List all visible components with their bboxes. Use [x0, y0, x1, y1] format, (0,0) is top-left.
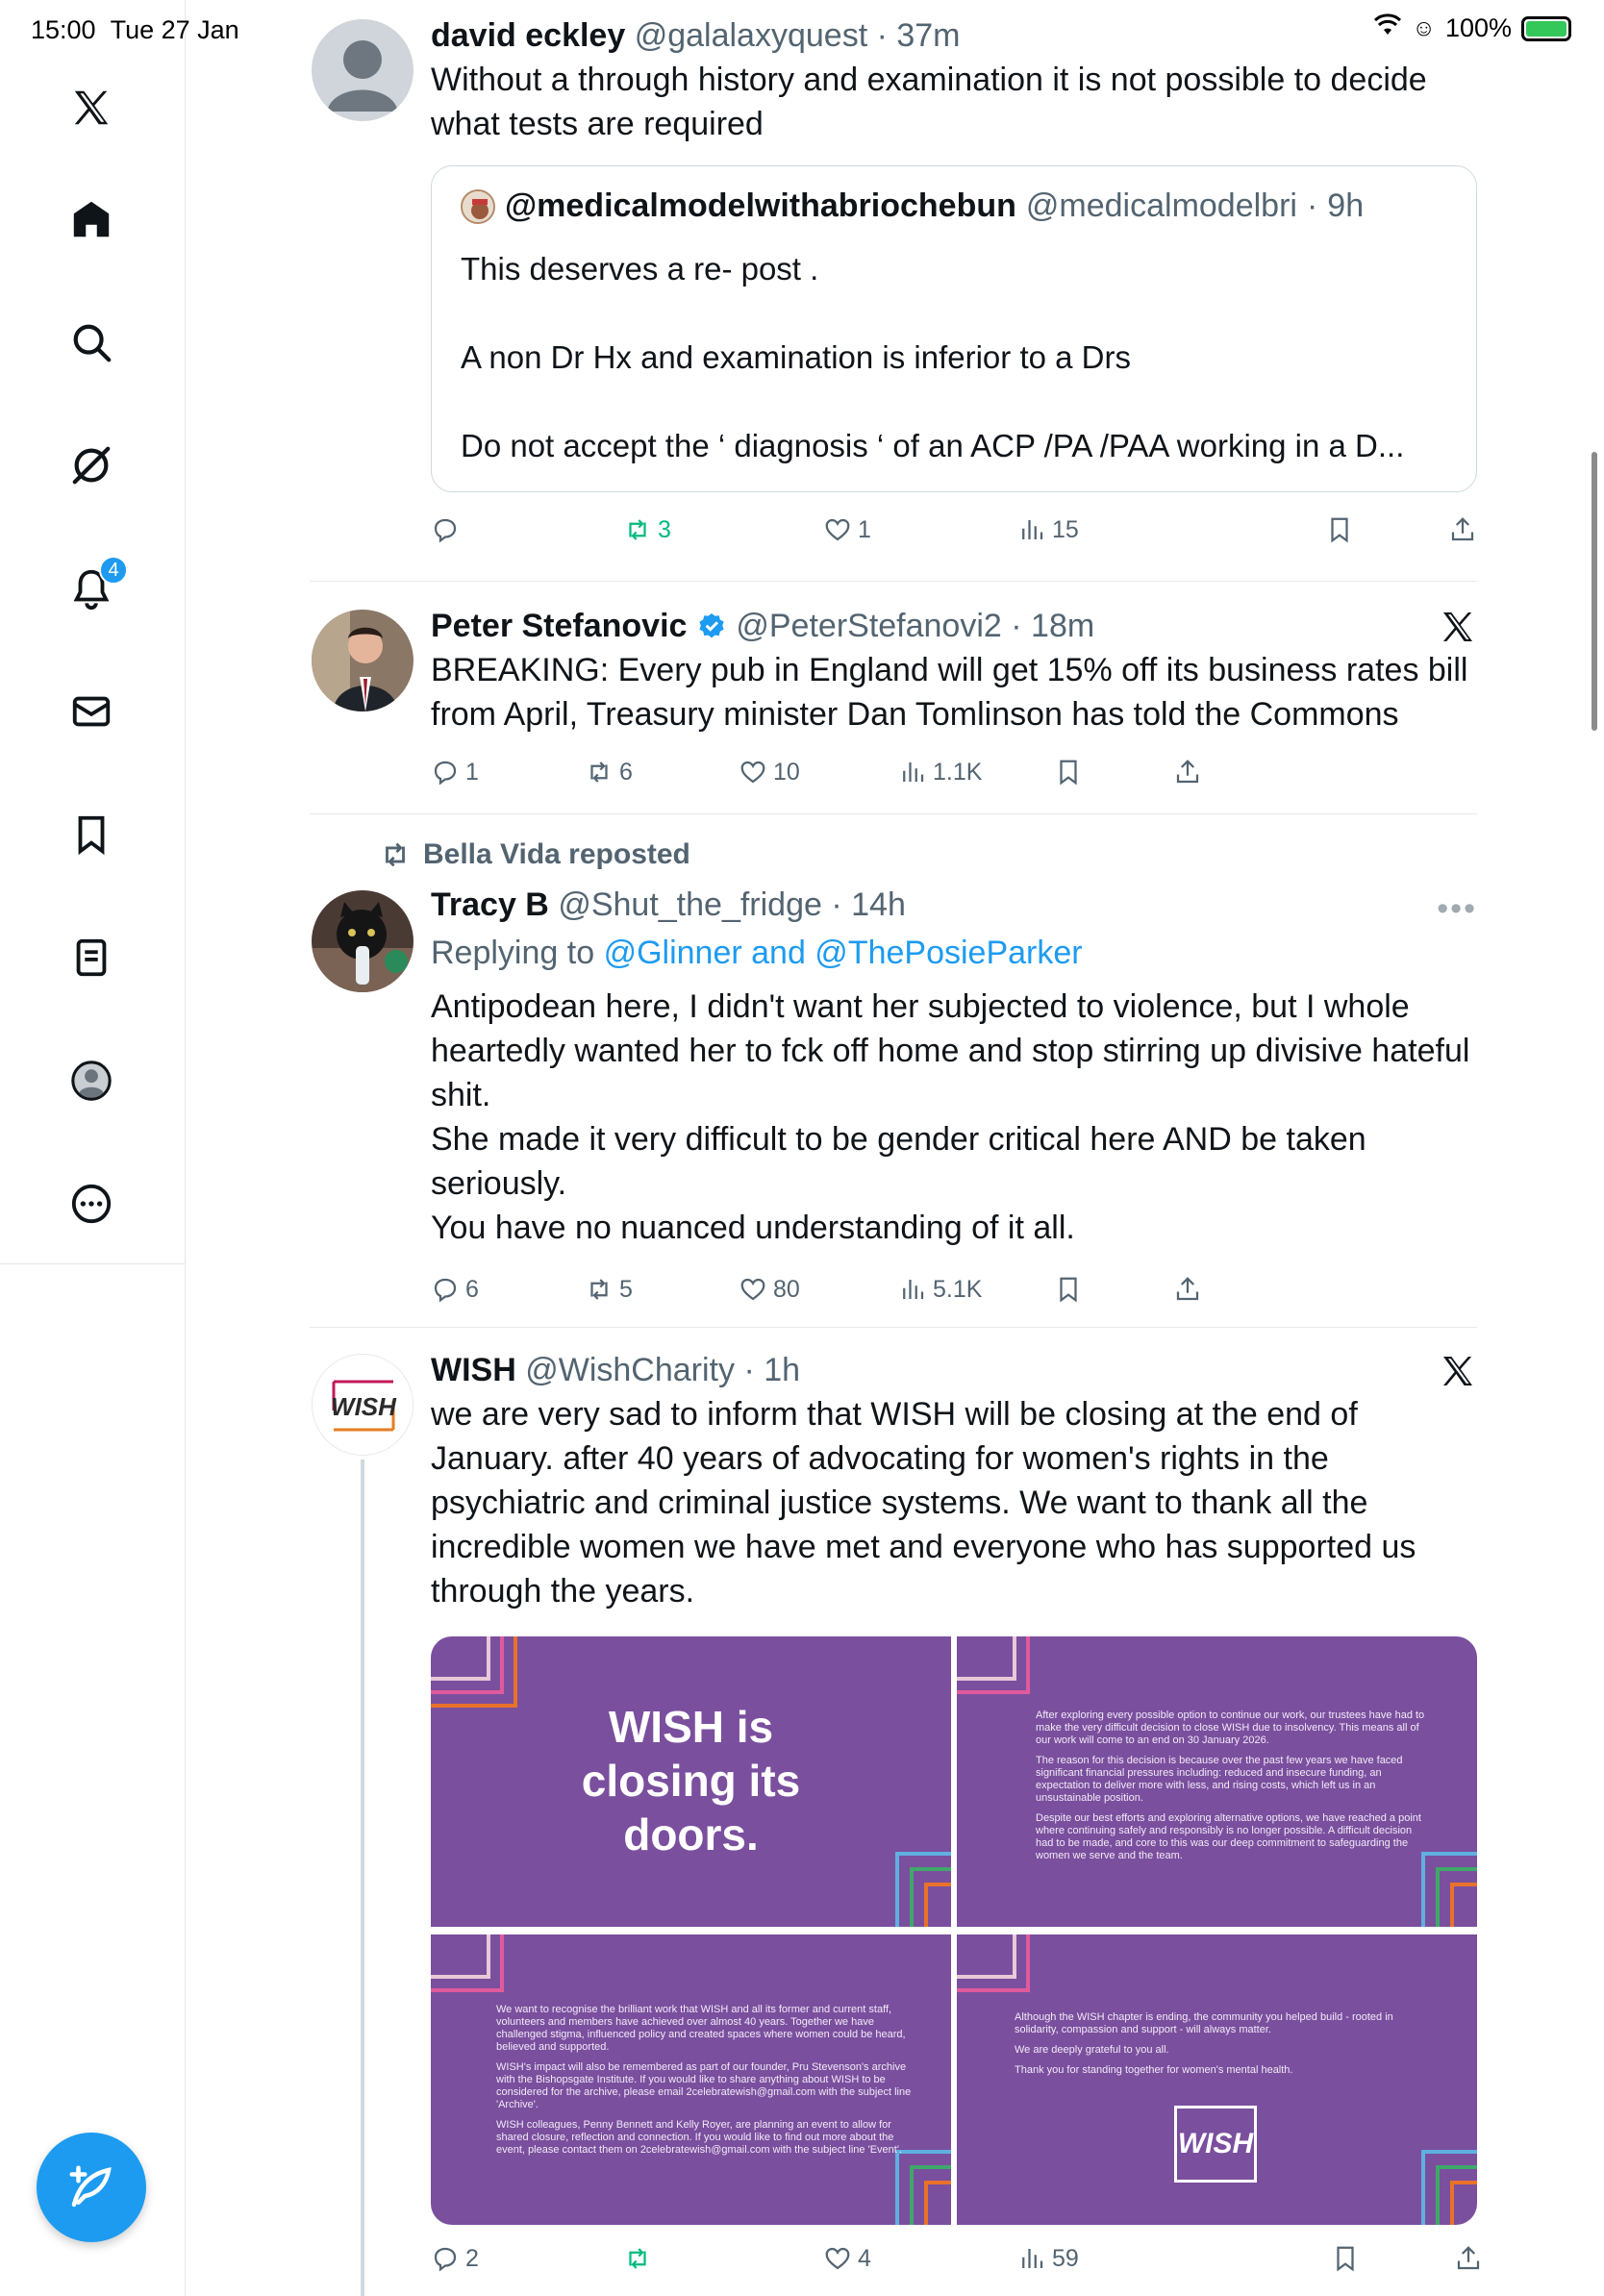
status-right — [1373, 13, 1571, 43]
tweet-actions — [431, 758, 1200, 796]
repost-button[interactable]: 3 — [623, 515, 671, 544]
reply-button[interactable]: 2 — [431, 2244, 479, 2273]
share-button[interactable] — [1454, 2244, 1483, 2273]
bookmark-icon — [1331, 2244, 1360, 2273]
heart-icon — [823, 2244, 852, 2273]
views-icon — [1017, 515, 1046, 544]
share-icon — [1173, 1275, 1202, 1304]
verified-badge-icon — [696, 611, 727, 642]
profile-icon[interactable] — [63, 1052, 120, 1110]
quote-author-handle: @medicalmodelbri — [1025, 187, 1297, 224]
heart-icon — [739, 1275, 767, 1304]
share-icon — [1173, 758, 1202, 786]
views-button[interactable]: 59 — [1017, 2244, 1079, 2273]
reply-button[interactable]: 1 — [431, 758, 479, 786]
tweet-header: david eckley @galalaxyquest · 37m — [431, 17, 961, 54]
lists-icon[interactable] — [63, 929, 120, 986]
share-icon — [1448, 515, 1477, 544]
author-handle[interactable]: @Shut_the_fridge — [558, 886, 822, 923]
battery-icon — [1521, 16, 1571, 41]
tweet[interactable] — [310, 838, 1477, 1325]
grok-icon[interactable] — [63, 437, 120, 494]
sidebar — [0, 0, 186, 1264]
tweet-time: 18m — [1031, 608, 1095, 644]
views-icon — [1017, 2244, 1046, 2273]
divider — [310, 813, 1477, 814]
reply-icon — [431, 1275, 460, 1304]
status-time: 15:00 Tue 27 Jan — [31, 15, 239, 44]
share-icon — [1454, 2244, 1483, 2273]
author-handle[interactable]: @WishCharity — [525, 1352, 735, 1388]
views-icon — [898, 1275, 927, 1304]
image-tile-1[interactable] — [431, 1636, 951, 1927]
status-bar — [0, 0, 1604, 58]
heart-icon — [739, 758, 767, 786]
tweet-time: 37m — [896, 17, 961, 54]
author-name[interactable]: Peter Stefanovic — [431, 608, 688, 644]
reposted-by-text[interactable]: Bella Vida reposted — [423, 838, 690, 870]
notification-badge: 4 — [99, 556, 128, 585]
bookmarks-icon[interactable] — [63, 806, 120, 863]
tweet-text: Antipodean here, I didn't want her subjected to violence, but I whole heartedly wanted her to fck off home and stop stirring up divisive hateful shit. She made it very difficult to be gender critical here AND be taken seriously. You have no nuanced understanding of it all. — [431, 988, 1470, 1246]
share-button[interactable] — [1448, 515, 1477, 544]
quote-author-name: @medicalmodelwithabriochebun — [505, 187, 1016, 224]
bookmark-icon — [1325, 515, 1354, 544]
thread-line — [361, 1460, 364, 2296]
tweet[interactable] — [310, 606, 1477, 811]
views-icon — [898, 758, 927, 786]
more-options-icon[interactable]: ••• — [1437, 890, 1477, 927]
quote-time: 9h — [1327, 187, 1365, 224]
replying-to-link[interactable]: @Glinner and @ThePosieParker — [603, 935, 1083, 971]
repost-icon — [585, 758, 614, 786]
search-icon[interactable] — [63, 313, 120, 371]
wish-logo: WISH — [1174, 2106, 1257, 2183]
avatar[interactable] — [312, 890, 414, 992]
tweet-time: 1h — [764, 1352, 801, 1388]
divider — [310, 581, 1477, 582]
image-grid[interactable] — [431, 1636, 1477, 2225]
share-button[interactable] — [1173, 1275, 1202, 1304]
reply-icon — [431, 2244, 460, 2273]
compose-icon — [65, 2161, 117, 2213]
bookmark-button[interactable] — [1054, 758, 1083, 786]
avatar[interactable] — [312, 1354, 414, 1456]
repost-button[interactable]: 6 — [585, 758, 633, 786]
tweet-time: 14h — [851, 886, 906, 923]
scrollbar[interactable] — [1591, 452, 1597, 731]
compose-button[interactable] — [37, 2133, 146, 2242]
like-button[interactable]: 1 — [823, 515, 871, 544]
quote-header: @medicalmodelwithabriochebun @medicalmodelbri · 9h — [461, 187, 1364, 225]
quoted-tweet[interactable] — [431, 165, 1477, 492]
tweet-header: Peter Stefanovic @PeterStefanovi2 · 18m — [431, 608, 1095, 644]
x-logo-icon[interactable] — [63, 79, 120, 137]
notifications-icon[interactable] — [63, 560, 120, 617]
image-text: Although the WISH chapter is ending, the community you helped build - rooted in solidarity, compassion and support - will always matter. We are deeply grateful to you all. Thank you for standing together for women's mental health. — [1015, 2011, 1393, 2076]
bookmark-button[interactable] — [1325, 515, 1354, 544]
bookmark-button[interactable] — [1054, 1275, 1083, 1304]
bookmark-icon — [1054, 1275, 1083, 1304]
tweet-header: WISH @WishCharity · 1h — [431, 1352, 801, 1388]
quote-text: This deserves a re- post . A non Dr Hx and examination is inferior to a Drs Do not accept the ‘ diagnosis ‘ of an ACP /PA /PAA working in a D... — [461, 251, 1405, 463]
reply-icon — [431, 758, 460, 786]
bookmark-icon — [1054, 758, 1083, 786]
author-name[interactable]: WISH — [431, 1352, 516, 1388]
tweet[interactable] — [310, 1350, 1477, 2296]
author-handle[interactable]: @galalaxyquest — [634, 17, 868, 54]
reply-icon — [431, 515, 460, 544]
tweet-header: Tracy B @Shut_the_fridge · 14h — [431, 886, 906, 923]
tweet-actions — [431, 515, 1200, 554]
tweet-text: we are very sad to inform that WISH will be closing at the end of January. after 40 years of advocating for women's rights in the psychiatric and criminal justice systems. We want to thank all the incredible women we have met and everyone who has supported us through the years. — [431, 1396, 1416, 1610]
image-text: We want to recognise the brilliant work that WISH and all its former and current staff, volunteers and members have achieved over almost 40 years. Together we have challenged stigma, influenced policy and created spaces where women could be heard, believed and supported. WISH's impact will also be remembered as part of our founder, Pru Stevenson's archive with the Bishopsgate Institute. If you would like to share anything about WISH to be considered for the archive, please email 2celebratewish@gmail.com with the subject line 'Archive'. WISH colleagues, Penny Bennett and Kelly Royer, are planning an event to allow for shared closure, reflection and connection. If you would like to find out more about the event, please contact them on 2celebratewish@gmail.com with the subject line 'Event'. — [496, 2004, 912, 2156]
views-button[interactable]: 5.1K — [898, 1275, 982, 1304]
author-name[interactable]: Tracy B — [431, 886, 549, 923]
image-tile-4[interactable] — [957, 1934, 1477, 2225]
image-title: WISH is closing its doors. — [581, 1702, 801, 1859]
x-source-icon — [1439, 1352, 1477, 1390]
views-button[interactable]: 15 — [1017, 515, 1079, 544]
author-name[interactable]: david eckley — [431, 17, 626, 54]
repost-icon — [585, 1275, 614, 1304]
home-icon[interactable] — [63, 190, 120, 248]
wifi-icon — [1373, 13, 1402, 43]
repost-indicator — [379, 838, 690, 871]
sidebar-border — [185, 1264, 186, 2296]
messages-icon[interactable] — [63, 683, 120, 740]
like-button[interactable]: 80 — [739, 1275, 800, 1304]
bookmark-button[interactable] — [1331, 2244, 1360, 2273]
reply-button[interactable]: 6 — [431, 1275, 479, 1304]
tweet-actions — [431, 1275, 1200, 1313]
divider — [310, 1327, 1477, 1328]
tweet[interactable] — [310, 15, 1477, 581]
reply-button[interactable] — [431, 515, 465, 544]
repost-icon — [623, 2244, 652, 2273]
tweet-text: Without a through history and examination it is not possible to decide what tests are required — [431, 62, 1427, 142]
repost-icon — [379, 838, 412, 871]
battery-text: 100% — [1444, 13, 1512, 42]
svg-text:WISH: WISH — [331, 1392, 396, 1421]
like-button[interactable]: 4 — [823, 2244, 871, 2273]
replying-to-line: Replying to @Glinner and @ThePosieParker — [431, 935, 1083, 971]
quote-avatar — [461, 189, 495, 224]
heart-icon — [823, 515, 852, 544]
focus-icon: ☺ — [1412, 14, 1436, 41]
tweet-actions — [431, 2244, 1200, 2283]
share-button[interactable] — [1173, 758, 1202, 786]
x-source-icon — [1439, 608, 1477, 646]
like-button[interactable]: 10 — [739, 758, 800, 786]
repost-button[interactable]: 5 — [585, 1275, 633, 1304]
more-icon[interactable] — [63, 1175, 120, 1233]
image-text: After exploring every possible option to continue our work, our trustees have had to make the very difficult decision to close WISH due to insolvency. This means all of our work will come to an end on 30 January 2026. The reason for this decision is because over the past few years we have faced significant financial pressures including: reduced and insecure funding, an expectation to deliver more with less, and rising costs, which left us in an unsustainable position. Despite our best efforts and exploring alternative options, we have reached a point where continuing safely and responsibly is no longer possible. A difficult decision had to be made, and core to this was our deep commitment to safeguarding the women we serve and the team. — [1036, 1710, 1425, 1861]
views-button[interactable]: 1.1K — [898, 758, 982, 786]
repost-button[interactable] — [623, 2244, 658, 2273]
image-tile-3[interactable] — [431, 1934, 951, 2225]
avatar[interactable] — [312, 610, 414, 711]
repost-icon — [623, 515, 652, 544]
author-handle[interactable]: @PeterStefanovi2 — [736, 608, 1002, 644]
image-tile-2[interactable] — [957, 1636, 1477, 1927]
tweet-text: BREAKING: Every pub in England will get 15% off its business rates bill from April, Treasury minister Dan Tomlinson has told the Commons — [431, 652, 1468, 733]
